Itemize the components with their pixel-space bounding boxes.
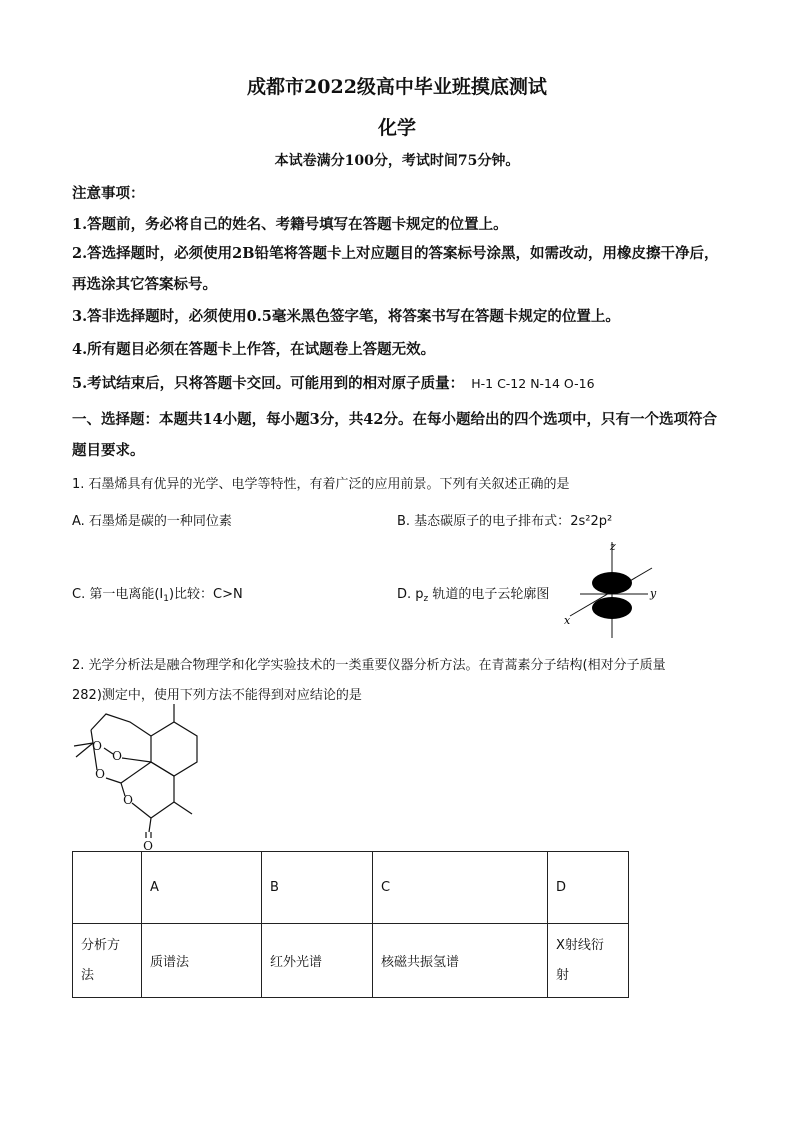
- axis-y-label: y: [650, 587, 657, 600]
- q1-option-d-rest: 轨道的电子云轮廓图: [428, 587, 550, 602]
- q1-option-c-sub: 1: [163, 594, 169, 604]
- q1-option-a: A. 石墨烯是碳的一种同位素: [72, 514, 232, 529]
- pz-orbital-figure: [560, 538, 670, 640]
- q1-option-b-label: B. 基态碳原子的电子排布式：: [397, 514, 571, 529]
- row-label-line2: 法: [81, 967, 95, 983]
- artemisinin-structure: [66, 700, 216, 855]
- table-cell-c: 核磁共振氢谱: [373, 924, 548, 998]
- q2-options-table: [72, 851, 629, 998]
- table-header-cell-c: C: [373, 852, 548, 924]
- q1-option-c-label: C. 第一电离能: [72, 587, 155, 602]
- note-item-2: 2.答选择题时，必须使用2B铅笔将答题卡上对应题目的答案标号涂黑，如需改动，用橡皮擦干净后，再选涂其它答案标号。: [72, 245, 719, 293]
- table-header-cell-a: A: [142, 852, 262, 924]
- upper-lobe: [592, 572, 632, 594]
- atom-o-1: O: [92, 739, 102, 753]
- exam-info: 本试卷满分100分，考试时间75分钟。: [274, 153, 520, 169]
- table-cell-b: 红外光谱: [262, 924, 373, 998]
- atom-o-4: O: [123, 793, 133, 807]
- q2-stem-line2: 282)测定中，使用下列方法不能得到对应结论的是: [72, 688, 362, 703]
- q1-option-c-rest: )比较：C>N: [168, 587, 243, 602]
- q1-option-d-label: D. p: [397, 587, 424, 602]
- table-row-label: [73, 924, 142, 998]
- note-item-5: [72, 372, 595, 393]
- axis-x-label: x: [564, 614, 571, 627]
- exam-subject: 化学: [377, 117, 416, 139]
- atom-o-5: O: [143, 839, 153, 853]
- q1-option-c: [72, 583, 243, 604]
- q2-stem-line1: 2. 光学分析法是融合物理学和化学实验技术的一类重要仪器分析方法。在青蒿素分子结构(相对分子质量: [72, 658, 666, 673]
- table-header-row: [73, 852, 629, 924]
- table-cell-d: [548, 924, 629, 998]
- q1-option-b: [397, 510, 612, 529]
- q1-option-d-sub: z: [423, 594, 429, 604]
- note-item-1: 1.答题前，务必将自己的姓名、考籍号填写在答题卡规定的位置上。: [72, 216, 508, 233]
- atom-o-3: O: [95, 767, 105, 781]
- table-cell-a: 质谱法: [142, 924, 262, 998]
- axis-z-label: z: [610, 540, 616, 553]
- table-header-cell-b: B: [262, 852, 373, 924]
- atom-o-2: O: [112, 749, 122, 763]
- q1-option-d: [397, 583, 549, 604]
- table-header-cell-empty: [73, 852, 142, 924]
- note-item-3: 3.答非选择题时，必须使用0.5毫米黑色签字笔，将答案书写在答题卡规定的位置上。: [72, 308, 620, 325]
- exam-title: 成都市2022级高中毕业班摸底测试: [247, 76, 547, 98]
- cell-d-line2: 射: [556, 967, 570, 983]
- cell-d-line1: X射线衍: [556, 937, 604, 953]
- table-row: [73, 924, 629, 998]
- row-label-line1: 分析方: [81, 937, 121, 953]
- note-item-4: 4.所有题目必须在答题卡上作答，在试题卷上答题无效。: [72, 341, 436, 358]
- lower-lobe: [592, 597, 632, 619]
- atomic-masses: H-1 C-12 N-14 O-16: [471, 376, 595, 391]
- table-header-cell-d: D: [548, 852, 629, 924]
- q1-stem: 1. 石墨烯具有优异的光学、电学等特性，有着广泛的应用前景。下列有关叙述正确的是: [72, 477, 570, 492]
- notes-heading: 注意事项：: [72, 185, 145, 202]
- note-item-5-text: 5.考试结束后，只将答题卡交回。可能用到的相对原子质量：: [72, 375, 465, 392]
- q1-option-b-formula: 2s²2p²: [570, 514, 613, 529]
- section-1-heading: 一、选择题：本题共14小题，每小题3分，共42分。在每小题给出的四个选项中，只有一个选项符合题目要求。: [72, 411, 717, 459]
- q1-option-c-i: (I: [154, 587, 164, 602]
